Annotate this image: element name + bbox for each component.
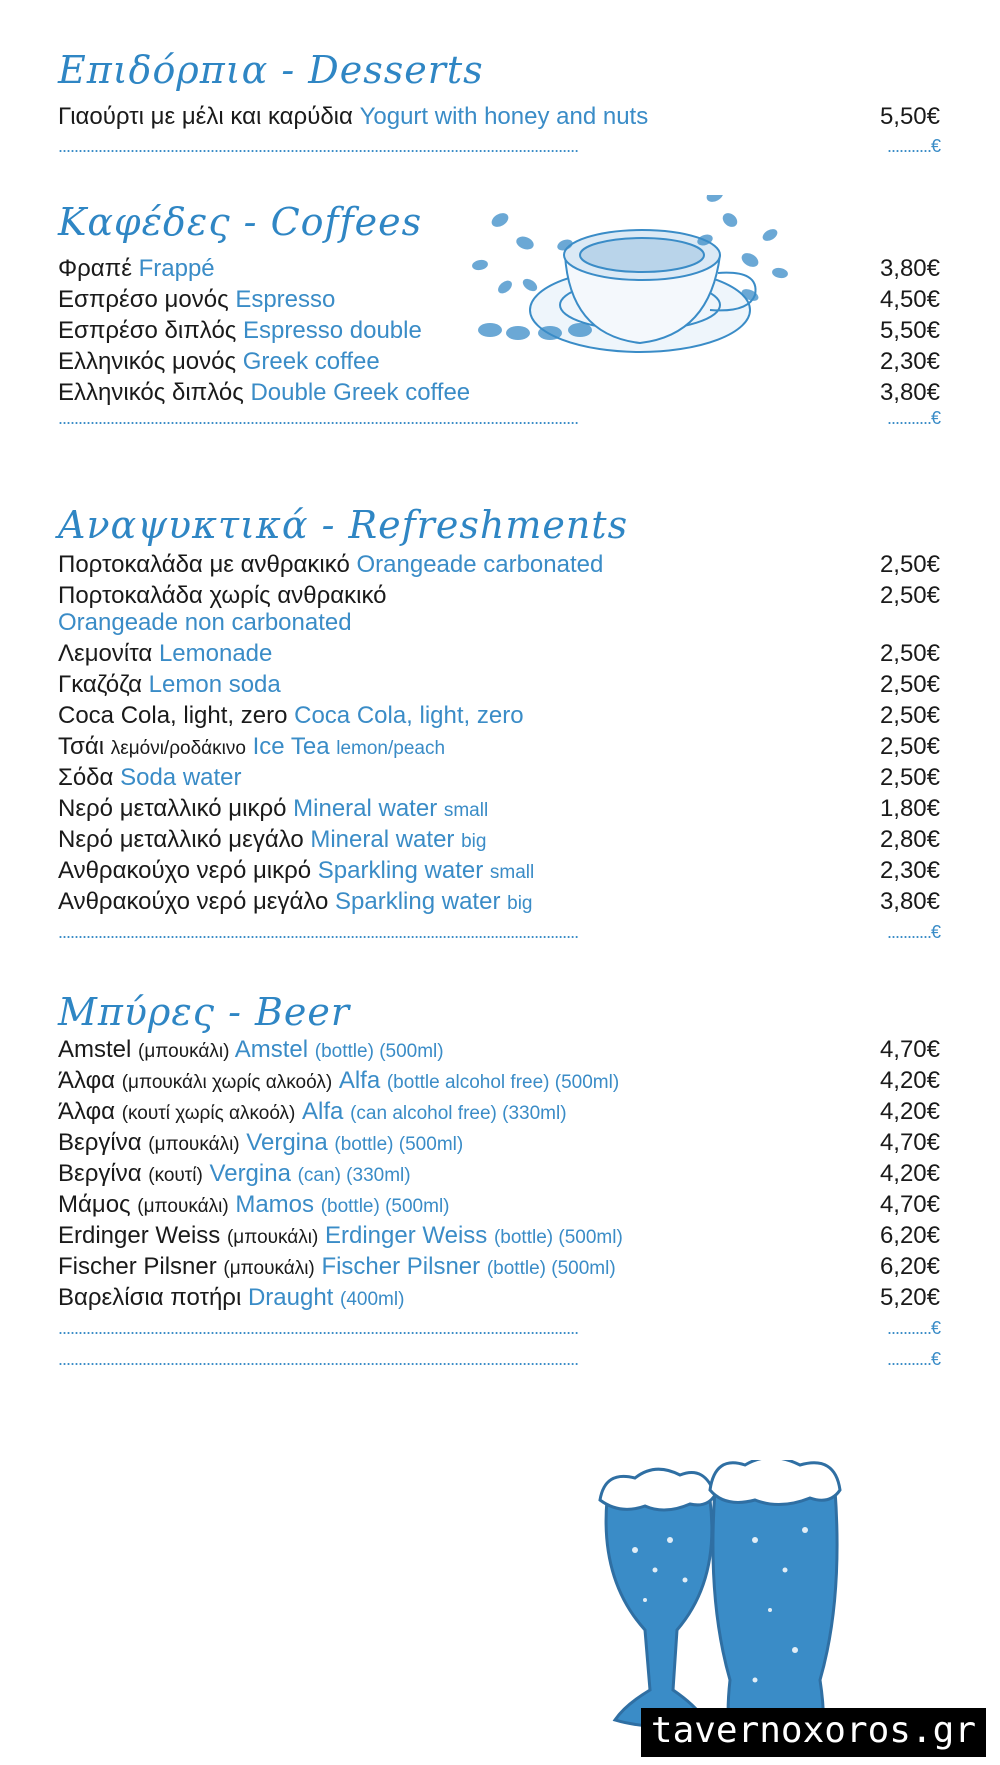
item-english-name: Soda water [120, 764, 242, 791]
item-price: 2,50€ [879, 764, 940, 791]
item-price: 2,50€ [879, 702, 940, 729]
item-price: 2,50€ [879, 671, 940, 698]
menu-item [58, 885, 940, 919]
item-greek-name: Τσάι [58, 733, 105, 760]
item-english-detail: (can) (330ml) [297, 1165, 411, 1186]
item-price: 4,50€ [879, 286, 940, 313]
item-english-name: Mamos [235, 1191, 315, 1218]
item-price: 6,20€ [879, 1222, 940, 1249]
item-english-detail: (bottle) (500ml) [486, 1258, 616, 1279]
item-price: 6,20€ [879, 1253, 940, 1280]
item-greek-name: Γιαούρτι με μέλι και καρύδια [58, 103, 353, 130]
item-price: 5,50€ [879, 103, 940, 130]
item-english-name: Lemon soda [148, 671, 281, 698]
item-greek-name: Amstel [58, 1036, 132, 1063]
item-english-name: Vergina [209, 1160, 291, 1187]
menu-item [58, 1033, 940, 1067]
item-price: 2,50€ [879, 733, 940, 760]
item-english-name: Orangeade non carbonated [58, 609, 352, 636]
item-price: 2,80€ [879, 826, 940, 853]
item-greek-name: Νερό μεταλλικό μεγάλο [58, 826, 304, 853]
blank-line: .................................................................................................................................. ...........€ [58, 136, 940, 156]
item-english-name: Double Greek coffee [250, 379, 471, 406]
item-english-detail: (bottle alcohol free) (500ml) [386, 1072, 620, 1093]
blank-line: .................................................................................................................................. ...........€ [58, 408, 940, 428]
item-greek-name: Φραπέ [58, 255, 132, 282]
desserts-title: Επιδόρπια - Desserts [58, 48, 484, 92]
menu-item [58, 699, 940, 733]
item-greek-name: Βεργίνα [58, 1129, 142, 1156]
item-english-name: Sparkling water [317, 857, 484, 884]
item-price: 2,50€ [879, 582, 940, 609]
item-greek-name: Βεργίνα [58, 1160, 142, 1187]
item-greek-detail: (μπουκάλι) [137, 1196, 229, 1217]
item-price: 5,50€ [879, 317, 940, 344]
item-english-detail: (bottle) (500ml) [334, 1134, 464, 1155]
item-english-detail: lemon/peach [336, 738, 446, 759]
item-english-name: Coca Cola, light, zero [294, 702, 524, 729]
menu-item [58, 823, 940, 857]
item-english-name: Amstel [234, 1036, 309, 1063]
item-english-name: Vergina [246, 1129, 328, 1156]
menu-item [58, 1157, 940, 1191]
item-greek-name: Λεμονίτα [58, 640, 153, 667]
item-greek-name: Coca Cola, light, zero [58, 702, 288, 729]
item-price: 2,30€ [879, 348, 940, 375]
item-greek-detail: (κουτί) [148, 1165, 203, 1186]
menu-item [58, 761, 940, 795]
item-greek-name: Erdinger Weiss [58, 1222, 221, 1249]
item-english-detail: (bottle) (500ml) [320, 1196, 450, 1217]
beer-title: Μπύρες - Beer [58, 990, 351, 1034]
refreshments-title: Αναψυκτικά - Refreshments [58, 503, 629, 547]
item-english-name: Lemonade [158, 640, 273, 667]
blank-line: .................................................................................................................................. ...........€ [58, 1349, 940, 1369]
item-english-detail: (bottle) (500ml) [314, 1041, 444, 1062]
item-price: 2,30€ [879, 857, 940, 884]
menu-item [58, 730, 940, 764]
item-english-name: Orangeade carbonated [356, 551, 604, 578]
item-english-name: Yogurt with honey and nuts [359, 103, 649, 130]
item-price: 3,80€ [879, 255, 940, 282]
item-english-name: Erdinger Weiss [325, 1222, 488, 1249]
item-greek-name: Μάμος [58, 1191, 131, 1218]
item-english-detail: small [443, 800, 489, 821]
item-greek-name: Ελληνικός μονός [58, 348, 237, 375]
item-price: 4,70€ [879, 1191, 940, 1218]
item-greek-name: Νερό μεταλλικό μικρό [58, 795, 287, 822]
item-english-detail: (bottle) (500ml) [493, 1227, 623, 1248]
item-english-name: Fischer Pilsner [321, 1253, 481, 1280]
item-greek-name: Ανθρακούχο νερό μικρό [58, 857, 312, 884]
blank-line: .................................................................................................................................. ...........€ [58, 922, 940, 942]
menu-item [58, 1250, 940, 1284]
item-english-name: Espresso [235, 286, 336, 313]
menu-item [58, 1095, 940, 1129]
item-price: 2,50€ [879, 640, 940, 667]
item-english-name: Sparkling water [335, 888, 501, 915]
item-greek-name: Βαρελίσια ποτήρι [58, 1284, 242, 1311]
item-english-name: Draught [247, 1284, 334, 1311]
item-price: 4,20€ [879, 1067, 940, 1094]
item-english-name: Alfa [338, 1067, 381, 1094]
item-greek-name: Άλφα [58, 1098, 116, 1125]
item-greek-name: Fischer Pilsner [58, 1253, 217, 1280]
item-english-name: Mineral water [310, 826, 455, 853]
item-price: 5,20€ [879, 1284, 940, 1311]
item-english-name: Frappé [138, 255, 215, 282]
item-greek-name: Εσπρέσο διπλός [58, 317, 237, 344]
coffee-cup-illustration [470, 195, 850, 385]
menu-item [58, 792, 940, 826]
menu-item [58, 637, 940, 671]
item-greek-name: Ελληνικός διπλός [58, 379, 244, 406]
item-price: 1,80€ [879, 795, 940, 822]
item-english-detail: big [461, 831, 487, 852]
item-english-detail: big [507, 893, 533, 914]
site-watermark: tavernoxoros.gr [641, 1708, 986, 1757]
item-greek-name: Εσπρέσο μονός [58, 286, 229, 313]
item-english-detail: (400ml) [340, 1289, 405, 1310]
item-greek-detail: (μπουκάλι) [226, 1227, 319, 1248]
item-greek-name: Ανθρακούχο νερό μεγάλο [58, 888, 329, 915]
item-price: 3,80€ [879, 888, 940, 915]
menu-item [58, 854, 940, 888]
item-english-detail: (can alcohol free) (330ml) [350, 1103, 567, 1124]
coffees-title: Καφέδες - Coffees [58, 200, 423, 244]
item-greek-name: Γκαζόζα [58, 671, 142, 698]
item-greek-detail: (μπουκάλι) [148, 1134, 240, 1155]
menu-item [58, 1126, 940, 1160]
item-price: 2,50€ [879, 551, 940, 578]
item-greek-detail: λεμόνι/ροδάκινο [110, 738, 246, 759]
item-english-name: Alfa [302, 1098, 344, 1125]
item-greek-name: Άλφα [58, 1067, 116, 1094]
menu-item [58, 548, 940, 582]
item-greek-name: Πορτοκαλάδα με ανθρακικό [58, 551, 350, 578]
menu-item [58, 100, 940, 134]
item-english-name: Mineral water [293, 795, 438, 822]
blank-line: .................................................................................................................................. ...........€ [58, 1318, 940, 1338]
item-price: 4,70€ [879, 1129, 940, 1156]
menu-item [58, 1219, 940, 1253]
item-greek-name: Πορτοκαλάδα χωρίς ανθρακικό [58, 582, 387, 609]
item-price: 4,20€ [879, 1160, 940, 1187]
item-price: 4,70€ [879, 1036, 940, 1063]
item-english-name: Ice Tea [252, 733, 330, 760]
item-english-detail: small [489, 862, 535, 883]
menu-item [58, 1188, 940, 1222]
menu-item-english-line [58, 606, 940, 640]
item-price: 3,80€ [879, 379, 940, 406]
item-greek-detail: (μπουκάλι) [223, 1258, 315, 1279]
item-english-name: Greek coffee [242, 348, 380, 375]
menu-item [58, 1281, 940, 1315]
item-greek-name: Σόδα [58, 764, 114, 791]
item-price: 4,20€ [879, 1098, 940, 1125]
item-english-name: Espresso double [243, 317, 422, 344]
item-greek-detail: (μπουκάλι χωρίς αλκοόλ) [121, 1072, 333, 1093]
item-greek-detail: (κουτί χωρίς αλκοόλ) [121, 1103, 296, 1124]
menu-item [58, 1064, 940, 1098]
item-greek-detail: (μπουκάλι) [138, 1041, 230, 1062]
menu-item [58, 668, 940, 702]
